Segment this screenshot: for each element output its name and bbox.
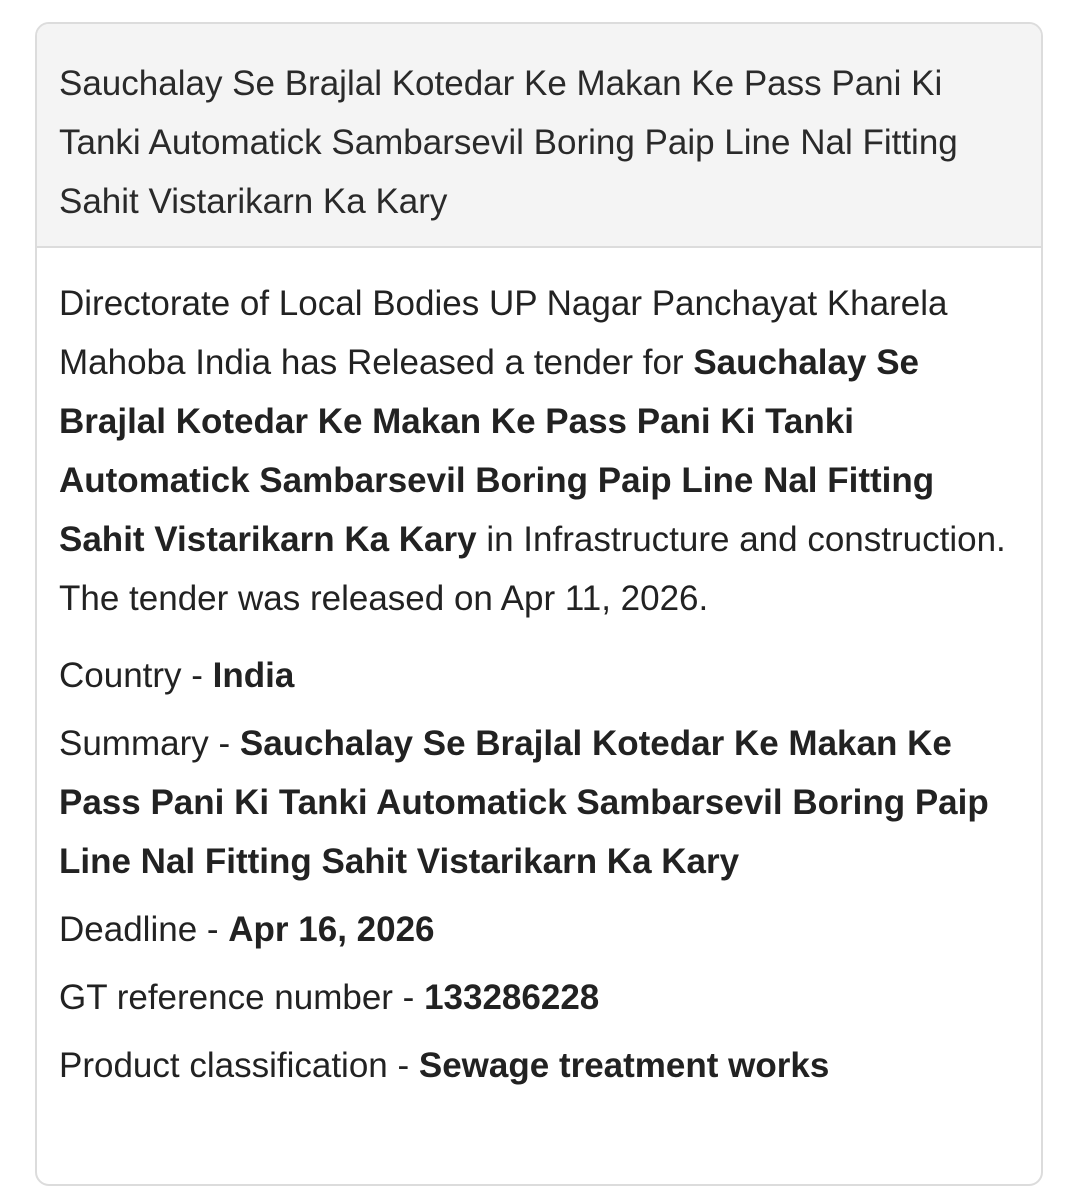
description-tender-name: Sauchalay Se Brajlal Kotedar Ke Makan Ke Pass Pani Ki Tanki Automatick Sambarsevil Boring Paip Line Nal Fitting Sahit Vistarikarn Ka Kary [59,343,935,559]
gt-reference-field [59,968,1019,1027]
product-classification-value: Sewage treatment works [418,1046,830,1085]
product-classification-label: Product classification - [59,1046,419,1085]
product-classification-field [59,1036,1019,1095]
deadline-value: Apr 16, 2026 [228,910,435,949]
summary-value: Sauchalay Se Brajlal Kotedar Ke Makan Ke Pass Pani Ki Tanki Automatick Sambarsevil Boring Paip Line Nal Fitting Sahit Vistarikarn Ka Kary [59,724,989,881]
tender-card [35,22,1043,1186]
description-intro: Directorate of Local Bodies UP Nagar Panchayat Kharela Mahoba India has Released a tender for [59,284,948,382]
country-value: India [212,656,295,695]
tender-card-body [37,248,1041,1095]
deadline-label: Deadline - [59,910,229,949]
tender-card-header [37,24,1041,248]
deadline-field [59,900,1019,959]
summary-label: Summary - [59,724,240,763]
summary-field [59,714,1019,891]
description-outro: in Infrastructure and construction. The tender was released on Apr 11, 2026. [59,520,1006,618]
tender-description [59,274,1019,628]
gt-reference-value: 133286228 [424,978,600,1017]
country-label: Country - [59,656,213,695]
tender-title: Sauchalay Se Brajlal Kotedar Ke Makan Ke Pass Pani Ki Tanki Automatick Sambarsevil Boring Paip Line Nal Fitting Sahit Vistarikarn Ka Kary [59,64,958,221]
country-field [59,646,1019,705]
gt-reference-label: GT reference number - [59,978,425,1017]
